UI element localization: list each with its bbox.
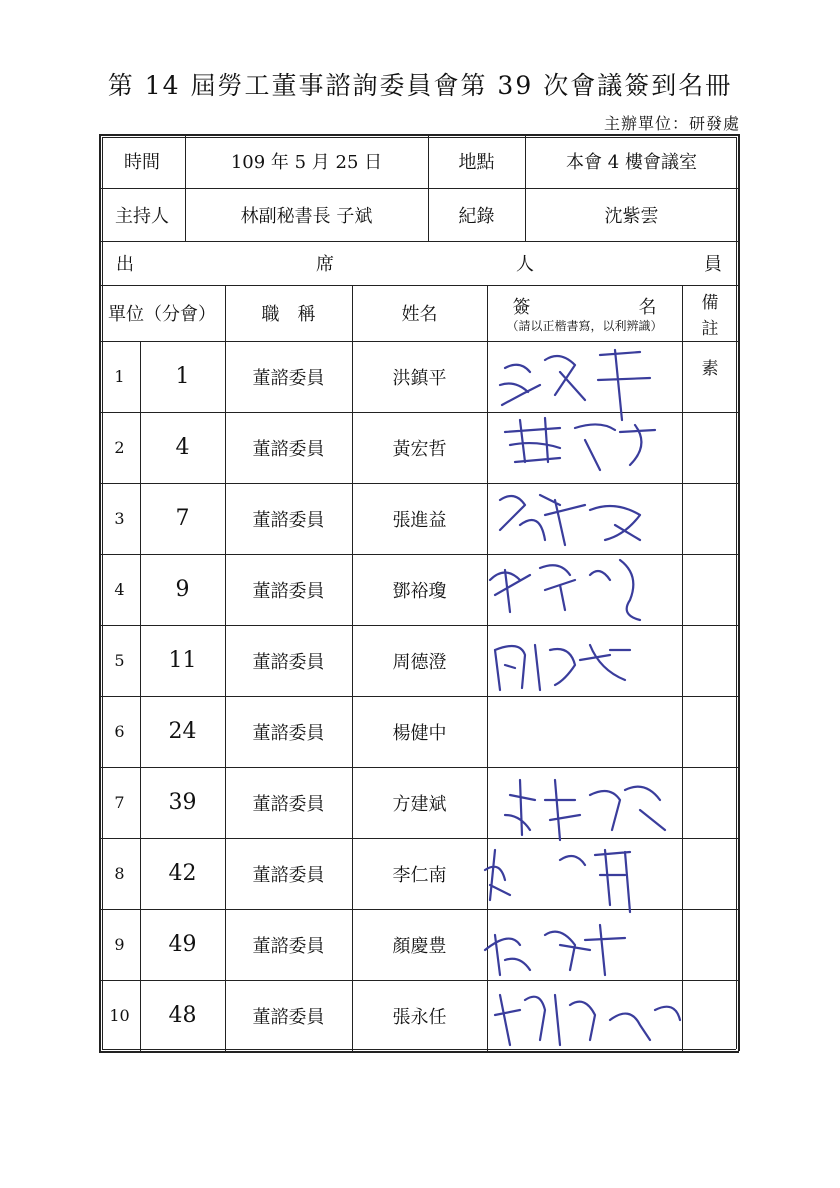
row-unit: 11 [168, 648, 197, 673]
row-name: 方建斌 [392, 793, 447, 815]
row-index: 10 [109, 1006, 130, 1025]
place-label: 地點 [458, 152, 495, 173]
row-title: 董諮委員 [252, 864, 325, 886]
row-title: 董諮委員 [252, 935, 325, 957]
row-unit: 4 [175, 435, 190, 460]
row-unit: 39 [168, 790, 197, 815]
row-index: 2 [114, 438, 125, 457]
row-name: 李仁南 [392, 864, 447, 886]
row-name: 張進益 [392, 509, 447, 531]
place-value: 本會 4 樓會議室 [566, 152, 697, 173]
row-name: 周德澄 [392, 651, 447, 673]
time-value: 109 年 5 月 25 日 [230, 152, 383, 173]
row-title: 董諮委員 [252, 580, 325, 602]
row-name: 張永任 [392, 1006, 447, 1028]
row-index: 7 [114, 793, 125, 812]
record-value: 沈紫雲 [604, 205, 659, 227]
row-title: 董諮委員 [252, 438, 325, 460]
row-remark: 素 [701, 358, 719, 379]
row-title: 董諮委員 [252, 651, 325, 673]
row-unit: 48 [168, 1003, 197, 1028]
attendees-header-2: 人 [516, 254, 534, 275]
record-label: 紀錄 [458, 205, 495, 227]
row-unit: 7 [175, 506, 190, 531]
row-title: 董諮委員 [252, 1006, 325, 1028]
chair-value: 林副秘書長 子斌 [240, 205, 373, 227]
row-unit: 42 [168, 861, 197, 886]
row-title: 董諮委員 [252, 509, 325, 531]
remark-header-1: 備 [701, 292, 719, 313]
unit-column-header: 單位（分會） [108, 304, 216, 325]
row-index: 3 [114, 509, 125, 528]
row-unit: 1 [175, 364, 190, 389]
row-title: 董諮委員 [252, 793, 325, 815]
row-unit: 9 [175, 577, 190, 602]
row-index: 6 [114, 722, 125, 741]
attendees-header-3: 員 [704, 254, 722, 275]
row-title: 董諮委員 [252, 722, 325, 744]
organizer-label: 主辦單位：研發處 [603, 114, 740, 133]
row-index: 4 [114, 580, 125, 599]
chair-label: 主持人 [115, 205, 169, 227]
row-index: 1 [114, 367, 125, 386]
sign-note: （請以正楷書寫，以利辨識） [506, 318, 663, 333]
row-name: 黃宏哲 [392, 438, 447, 460]
remark-header-2: 註 [701, 318, 719, 339]
row-name: 顏慶豊 [392, 935, 447, 957]
attendees-header-1: 席 [316, 254, 334, 275]
row-index: 8 [114, 864, 125, 883]
row-index: 9 [114, 935, 125, 954]
row-name: 洪鎮平 [392, 367, 447, 389]
row-index: 5 [114, 651, 125, 670]
row-title: 董諮委員 [252, 367, 325, 389]
attendees-header-0: 出 [116, 254, 134, 275]
time-label: 時間 [124, 152, 160, 173]
row-unit: 49 [168, 932, 197, 957]
document-title: 第 14 屆勞工董事諮詢委員會第 39 次會議簽到名冊 [107, 71, 733, 100]
name-column-header: 姓名 [401, 304, 438, 325]
sign-column-header: 簽 名 [512, 297, 657, 318]
row-unit: 24 [168, 719, 197, 744]
row-name: 鄧裕瓊 [392, 580, 447, 602]
row-name: 楊健中 [392, 722, 447, 744]
title-column-header: 職 稱 [261, 304, 316, 325]
